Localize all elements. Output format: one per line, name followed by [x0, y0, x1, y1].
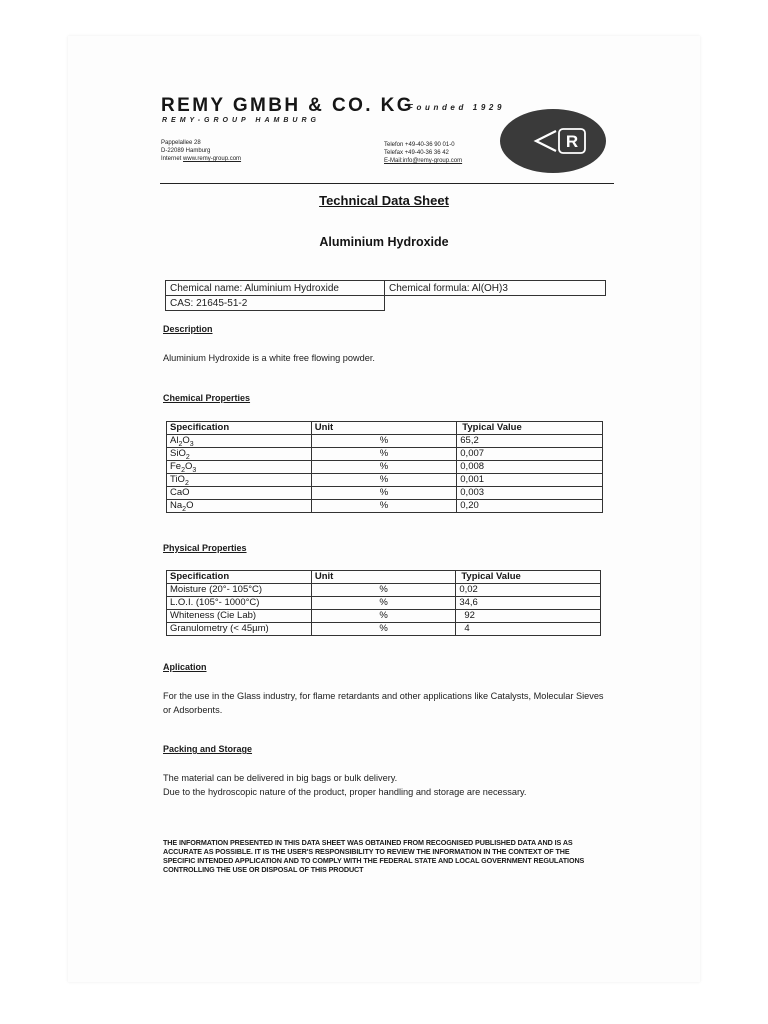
description-text: Aluminium Hydroxide is a white free flowing powder. [163, 353, 375, 363]
phone-text: Telefon +49-40-36 90 01-0 [384, 142, 455, 148]
spec-cell: $Na_2O$ [167, 500, 312, 513]
postal-address [161, 139, 241, 163]
table-row [167, 597, 601, 610]
physical-properties-heading: Physical Properties [163, 543, 247, 553]
spec-cell: L.O.I. (105°- 1000°C) [167, 597, 312, 610]
unit-cell: % [311, 435, 457, 448]
spec-cell: Whiteness (Cie Lab) [167, 610, 312, 623]
unit-cell: % [311, 597, 455, 610]
chemical-properties-table [166, 421, 603, 513]
unit-cell: % [311, 448, 457, 461]
application-text: For the use in the Glass industry, for flame retardants and other applications like Catalysts, Molecular Sieves or Adsorbents. [163, 691, 604, 715]
cas-cell: CAS: 21645-51-2 [165, 295, 385, 311]
email-link[interactable]: E-Mail:info@remy-group.com [384, 158, 463, 164]
logo-mark-icon [500, 109, 606, 173]
unit-cell: % [311, 623, 455, 636]
value-cell: 0,02 [456, 584, 601, 597]
document-title: Technical Data Sheet [319, 193, 449, 208]
spec-cell: Moisture (20°- 105°C) [167, 584, 312, 597]
chemical-name-cell: Chemical name: Aluminium Hydroxide [165, 280, 385, 296]
value-cell: 0,008 [457, 461, 603, 474]
column-header-typical-value: Typical Value [456, 571, 601, 584]
table-header-row [167, 422, 603, 435]
table-row [167, 474, 603, 487]
unit-cell: % [311, 474, 457, 487]
spec-cell: CaO [167, 487, 312, 500]
address-city: D-22089 Hamburg [161, 148, 211, 154]
unit-cell: % [311, 610, 455, 623]
spec-cell: $Al_2O_3$ [167, 435, 312, 448]
table-row [167, 623, 601, 636]
website-link[interactable]: www.remy-group.com [183, 156, 242, 162]
chemical-formula-cell: Chemical formula: Al(OH)3 [384, 280, 606, 296]
table-row [167, 435, 603, 448]
physical-properties-table [166, 570, 601, 636]
column-header-typical-value: Typical Value [457, 422, 603, 435]
value-cell: 34,6 [456, 597, 601, 610]
value-cell: 0,001 [457, 474, 603, 487]
table-row [167, 448, 603, 461]
unit-cell: % [311, 584, 455, 597]
chemical-properties-heading: Chemical Properties [163, 393, 251, 403]
address-street: Pappelallee 28 [161, 140, 201, 146]
column-header-specification: Specification [167, 571, 312, 584]
table-row [167, 584, 601, 597]
fax-text: Telefax +49-40-36 36 42 [384, 150, 449, 156]
value-cell: 0,003 [457, 487, 603, 500]
column-header-specification: Specification [167, 422, 312, 435]
company-logo [500, 109, 606, 173]
value-cell: 0,007 [457, 448, 603, 461]
unit-cell: % [311, 500, 457, 513]
table-row [167, 610, 601, 623]
spec-cell: Granulometry (< 45µm) [167, 623, 312, 636]
packing-line-2: Due to the hydroscopic nature of the product, proper handling and storage are necessary. [163, 787, 527, 797]
contact-block [384, 141, 462, 165]
value-cell: 92 [456, 610, 601, 623]
internet-label: Internet [161, 156, 182, 162]
internet-line [161, 155, 241, 163]
logo-letter: R [565, 132, 579, 151]
packing-line-1: The material can be delivered in big bags or bulk delivery. [163, 773, 398, 783]
value-cell: 4 [456, 623, 601, 636]
company-name: REMY GMBH & CO. KG [161, 95, 414, 116]
packing-text [163, 771, 613, 799]
application-heading: Aplication [163, 662, 207, 672]
value-cell: 65,2 [457, 435, 603, 448]
packing-heading: Packing and Storage [163, 744, 253, 754]
table-row [167, 500, 603, 513]
disclaimer-text: THE INFORMATION PRESENTED IN THIS DATA SHEET WAS OBTAINED FROM RECOGNISED PUBLISHED DATA AND IS AS ACCURATE AS POSSIBLE. IT IS THE USER'S RESPONSIBILITY TO REVIEW THE INFORMATION IN THE CONTEXT OF THE SPECIFIC INTENDED APPLICATION AND TO COMPLY WITH THE FEDERAL STATE AND LOCAL GOVERNMENT REGULATIONS CONTROLLING THE USE OR DISPOSAL OF THIS PRODUCT [163, 838, 585, 874]
value-cell: 0,20 [457, 500, 603, 513]
founded-text: Founded 1929 [408, 103, 505, 112]
unit-cell: % [311, 487, 457, 500]
group-text: REMY-GROUP HAMBURG [162, 117, 320, 124]
description-heading: Description [163, 324, 213, 334]
table-header-row [167, 571, 601, 584]
column-header-unit: Unit [311, 422, 457, 435]
table-row [167, 461, 603, 474]
table-row [167, 487, 603, 500]
header-divider [160, 183, 614, 184]
column-header-unit: Unit [311, 571, 455, 584]
unit-cell: % [311, 461, 457, 474]
spec-cell: $Fe_2O_3$ [167, 461, 312, 474]
spec-cell: SiO$_2$ [167, 448, 312, 461]
spec-cell: TiO$_2$ [167, 474, 312, 487]
product-name: Aluminium Hydroxide [319, 235, 449, 249]
